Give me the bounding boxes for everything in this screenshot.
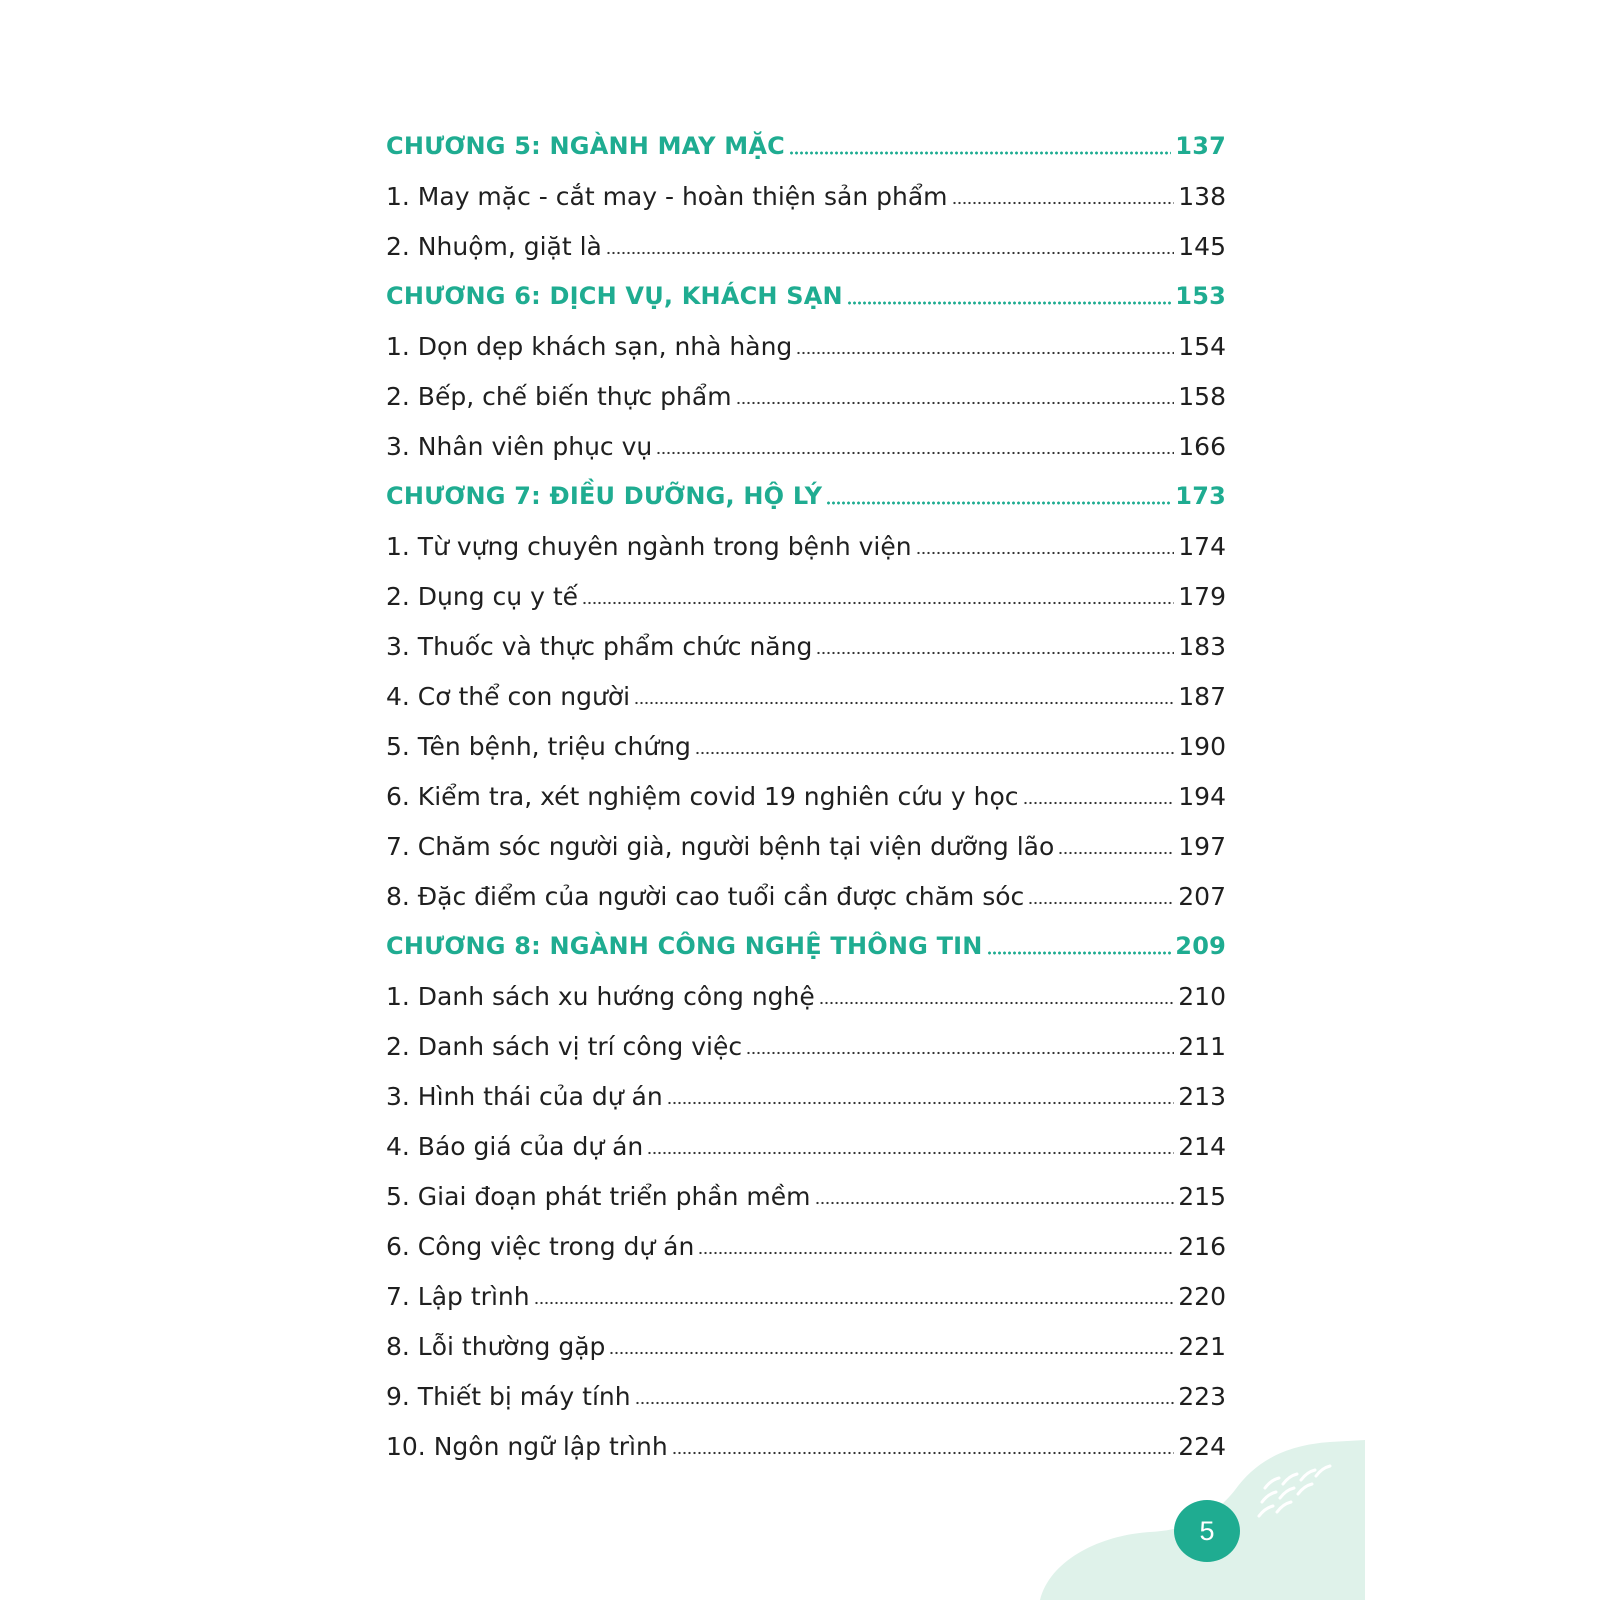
toc-page-number: 215 [1178, 1181, 1226, 1211]
toc-page-number: 153 [1175, 282, 1226, 310]
toc-item-title: 5. Giai đoạn phát triển phần mềm [386, 1181, 811, 1211]
dot-leader [815, 1196, 1175, 1210]
page-number-badge: 5 [1174, 1500, 1240, 1562]
toc-item-title: 8. Lỗi thường gặp [386, 1331, 606, 1361]
toc-item-title: 3. Thuốc và thực phẩm chức năng [386, 631, 813, 661]
toc-page-number: 187 [1178, 681, 1226, 711]
toc-item-row [386, 621, 1226, 671]
toc-item-row [386, 1321, 1226, 1371]
toc-item-row [386, 721, 1226, 771]
toc-item-title: 2. Danh sách vị trí công việc [386, 1031, 743, 1061]
toc-page-number: 174 [1178, 531, 1226, 561]
toc-item-row [386, 1071, 1226, 1121]
toc-item-row [386, 821, 1226, 871]
toc-page-number: 158 [1178, 381, 1226, 411]
toc-item-title: 7. Lập trình [386, 1281, 530, 1311]
toc-page-number: 183 [1178, 631, 1226, 661]
toc-page-number: 145 [1178, 231, 1226, 261]
toc-item-title: 1. Danh sách xu hướng công nghệ [386, 981, 815, 1011]
toc-page-number: 207 [1178, 881, 1226, 911]
toc-item-title: 4. Cơ thể con người [386, 681, 631, 711]
toc-item-title: 9. Thiết bị máy tính [386, 1381, 631, 1411]
toc-item-row [386, 171, 1226, 221]
dot-leader [1023, 796, 1175, 810]
toc-chapter-title: CHƯƠNG 6: DỊCH VỤ, KHÁCH SẠN [386, 282, 843, 310]
dot-leader [656, 446, 1174, 460]
toc-page-number: 220 [1178, 1281, 1226, 1311]
table-of-contents [386, 121, 1226, 1471]
dot-leader [667, 1096, 1175, 1110]
toc-item-row [386, 1371, 1226, 1421]
toc-page-number: 224 [1178, 1431, 1226, 1461]
toc-page-number: 137 [1175, 132, 1226, 160]
dot-leader [987, 946, 1172, 960]
toc-item-row [386, 1271, 1226, 1321]
toc-item-title: 4. Báo giá của dự án [386, 1131, 644, 1161]
toc-item-row [386, 1021, 1226, 1071]
dot-leader [847, 296, 1171, 310]
dot-leader [634, 696, 1174, 710]
toc-item-row [386, 671, 1226, 721]
toc-item-title: 2. Dụng cụ y tế [386, 581, 579, 611]
toc-item-row [386, 1221, 1226, 1271]
toc-page-number: 214 [1178, 1131, 1226, 1161]
toc-page-number: 173 [1175, 482, 1226, 510]
toc-page-number: 211 [1178, 1031, 1226, 1061]
toc-page-number: 194 [1178, 781, 1226, 811]
toc-item-row [386, 371, 1226, 421]
toc-item-title: 2. Bếp, chế biến thực phẩm [386, 381, 732, 411]
dot-leader [606, 246, 1174, 260]
toc-item-title: 1. May mặc - cắt may - hoàn thiện sản phẩm [386, 181, 948, 211]
toc-item-title: 8. Đặc điểm của người cao tuổi cần được chăm sóc [386, 881, 1025, 911]
dot-leader [796, 346, 1174, 360]
dot-leader [609, 1346, 1174, 1360]
dot-leader [736, 396, 1175, 410]
dot-leader [1028, 896, 1174, 910]
toc-page-number: 210 [1178, 981, 1226, 1011]
dot-leader [916, 546, 1175, 560]
toc-item-title: 1. Dọn dẹp khách sạn, nhà hàng [386, 331, 793, 361]
toc-page-number: 179 [1178, 581, 1226, 611]
toc-item-title: 1. Từ vựng chuyên ngành trong bệnh viện [386, 531, 912, 561]
dot-leader [582, 596, 1174, 610]
toc-chapter-row [386, 121, 1226, 171]
toc-page-number: 197 [1178, 831, 1226, 861]
toc-item-title: 5. Tên bệnh, triệu chứng [386, 731, 691, 761]
toc-chapter-row [386, 471, 1226, 521]
toc-item-row [386, 221, 1226, 271]
toc-page-number: 209 [1175, 932, 1226, 960]
dot-leader [826, 496, 1171, 510]
toc-page-number: 213 [1178, 1081, 1226, 1111]
toc-item-title: 6. Kiểm tra, xét nghiệm covid 19 nghiên cứu y học [386, 781, 1019, 811]
toc-item-title: 10. Ngôn ngữ lập trình [386, 1431, 668, 1461]
toc-page-number: 166 [1178, 431, 1226, 461]
dot-leader [952, 196, 1175, 210]
toc-item-row [386, 421, 1226, 471]
toc-item-title: 3. Hình thái của dự án [386, 1081, 663, 1111]
toc-item-row [386, 1171, 1226, 1221]
dot-leader [534, 1296, 1175, 1310]
toc-item-title: 7. Chăm sóc người già, người bệnh tại viện dưỡng lão [386, 831, 1055, 861]
toc-item-row [386, 321, 1226, 371]
toc-item-title: 3. Nhân viên phục vụ [386, 431, 653, 461]
dot-leader [1058, 846, 1174, 860]
toc-item-row [386, 871, 1226, 921]
toc-item-row [386, 771, 1226, 821]
toc-page-number: 216 [1178, 1231, 1226, 1261]
dot-leader [816, 646, 1174, 660]
toc-item-title: 6. Công việc trong dự án [386, 1231, 695, 1261]
toc-page-number: 190 [1178, 731, 1226, 761]
toc-page-number: 221 [1178, 1331, 1226, 1361]
toc-chapter-title: CHƯƠNG 8: NGÀNH CÔNG NGHỆ THÔNG TIN [386, 932, 983, 960]
toc-chapter-row [386, 921, 1226, 971]
dot-leader [819, 996, 1175, 1010]
dot-leader [695, 746, 1174, 760]
toc-item-row [386, 971, 1226, 1021]
toc-page-number: 138 [1178, 181, 1226, 211]
toc-item-row [386, 521, 1226, 571]
toc-chapter-title: CHƯƠNG 5: NGÀNH MAY MẶC [386, 132, 785, 160]
toc-item-title: 2. Nhuộm, giặt là [386, 231, 602, 261]
dot-leader [647, 1146, 1174, 1160]
toc-chapter-row [386, 271, 1226, 321]
toc-page-number: 223 [1178, 1381, 1226, 1411]
dot-leader [789, 146, 1171, 160]
dot-leader [698, 1246, 1174, 1260]
toc-chapter-title: CHƯƠNG 7: ĐIỀU DƯỠNG, HỘ LÝ [386, 482, 823, 510]
dot-leader [746, 1046, 1174, 1060]
dot-leader [635, 1396, 1175, 1410]
toc-item-row [386, 1121, 1226, 1171]
toc-page-number: 154 [1178, 331, 1226, 361]
toc-item-row [386, 571, 1226, 621]
